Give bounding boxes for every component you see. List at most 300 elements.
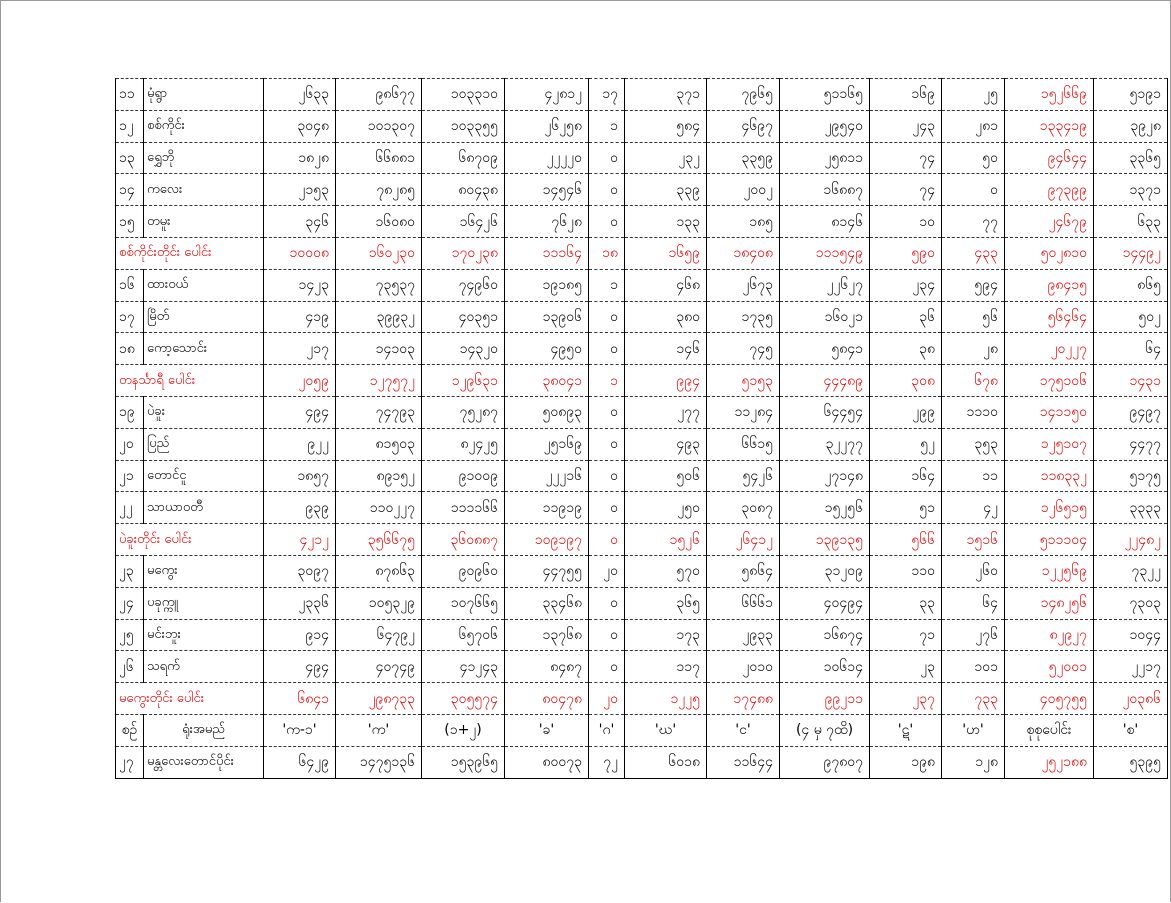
value-cell: ၃၁၂၀၉: [780, 555, 870, 587]
value-cell: ၁၁၉၁၉: [505, 492, 589, 524]
value-cell: ၃၀၈၇: [707, 492, 780, 524]
row-number: ၁၄: [116, 174, 144, 206]
table-row: [116, 651, 1168, 683]
value-cell: ၁၈၄၀၈: [707, 237, 780, 269]
value-cell: ၃၃၄၆၈: [505, 587, 589, 619]
value-cell: ၉၂၂: [264, 428, 336, 460]
value-cell: ၂၉၈၇၃၃: [336, 683, 422, 715]
value-cell: ၂၃၇: [870, 683, 942, 715]
subtotal-label: ပဲခူးတိုင်း ပေါင်း: [116, 524, 264, 556]
value-cell: ၄၀၅၇၅၅: [1005, 683, 1094, 715]
value-cell: ၅၀၂၈၁၀: [1005, 237, 1094, 269]
value-cell: ၁၆၅၉: [625, 237, 707, 269]
value-cell: ၅၀၂: [1094, 301, 1168, 333]
value-cell: ၇၃၀၃: [1094, 587, 1168, 619]
office-name: ပြည်: [144, 428, 264, 460]
value-cell: ၁၄၃၁: [1094, 365, 1168, 397]
value-cell: ၁၇၃၅: [707, 301, 780, 333]
value-cell: ၁၅၂၆၆၉: [1005, 79, 1094, 111]
row-number: ၁၇: [116, 301, 144, 333]
value-cell: ၂၉၉: [870, 396, 942, 428]
value-cell: ၅၁၁၆၅: [780, 79, 870, 111]
value-cell: ၁၇: [589, 79, 625, 111]
value-cell: ၀: [589, 206, 625, 238]
value-cell: ၁၅၂၅၆: [780, 492, 870, 524]
value-cell: ၃၄၆: [264, 206, 336, 238]
value-cell: ၅၃၉၅: [1094, 746, 1168, 778]
subtotal-row: [116, 524, 1168, 556]
subtotal-row: [116, 683, 1168, 715]
value-cell: ၁၁၂၈၄: [707, 396, 780, 428]
value-cell: ၁၀၉၁၉၇: [505, 524, 589, 556]
header-cell: 'ဃ': [625, 714, 707, 746]
table-row: [116, 428, 1168, 460]
value-cell: ၆၇၈: [942, 365, 1005, 397]
value-cell: ၂၆၂၅၈: [505, 110, 589, 142]
value-cell: ၂၃၄: [870, 269, 942, 301]
value-cell: ၁၉၈: [870, 746, 942, 778]
value-cell: ၄၂၁၂: [264, 524, 336, 556]
value-cell: ၅၆: [942, 301, 1005, 333]
value-cell: ၂၉၃၃: [707, 619, 780, 651]
value-cell: ၉၇၈၀၇: [780, 746, 870, 778]
value-cell: ၂၀: [589, 555, 625, 587]
office-name: ရွှေဘို: [144, 142, 264, 174]
value-cell: ၁၃၃: [625, 206, 707, 238]
value-cell: ၀: [589, 174, 625, 206]
row-number: ၂၄: [116, 587, 144, 619]
office-name: စစ်ကိုင်း: [144, 110, 264, 142]
value-cell: ၀: [589, 524, 625, 556]
value-cell: ၇၄၉၆၀: [422, 269, 505, 301]
value-cell: ၂၂၄၈၂: [1094, 524, 1168, 556]
value-cell: ၃၅၆၆၇၅: [336, 524, 422, 556]
value-cell: ၁၄၆: [625, 333, 707, 365]
value-cell: ၁၂၈: [942, 746, 1005, 778]
value-cell: ၀: [589, 460, 625, 492]
value-cell: ၁၀၆၁၄: [780, 651, 870, 683]
value-cell: ၂၂၂၁၆: [505, 460, 589, 492]
table-row: [116, 746, 1168, 778]
value-cell: ၄၄၇၇: [1094, 428, 1168, 460]
value-cell: ၂၅၀: [625, 492, 707, 524]
value-cell: ၁၁၁၀: [942, 396, 1005, 428]
row-number: ၁၆: [116, 269, 144, 301]
value-cell: ၆၆၆၁: [707, 587, 780, 619]
value-cell: ၅၁၉၁: [1094, 79, 1168, 111]
table-row: [116, 333, 1168, 365]
value-cell: ၂၇၇: [625, 396, 707, 428]
value-cell: ၇၂: [589, 746, 625, 778]
value-cell: ၈၀၄၇၈: [505, 683, 589, 715]
header-cell: 'စ': [1094, 714, 1168, 746]
value-cell: ၂၃၂: [625, 142, 707, 174]
table-row: [116, 555, 1168, 587]
value-cell: ၁၅၂၆: [625, 524, 707, 556]
value-cell: ၉၄၆၄၄: [1005, 142, 1094, 174]
value-cell: ၃၃၃၃: [1094, 492, 1168, 524]
value-cell: ၉၇၃၉၉: [1005, 174, 1094, 206]
value-cell: ၁၀၀၀၈: [264, 237, 336, 269]
value-cell: ၁၂၂၅: [625, 683, 707, 715]
value-cell: ၃၉၂၈: [1094, 110, 1168, 142]
value-cell: ၄၉၅၀: [505, 333, 589, 365]
value-cell: ၂၀၂၂၇: [1005, 333, 1094, 365]
value-cell: ၁၀၃၃၅၅: [422, 110, 505, 142]
value-cell: ၁၁၇: [625, 651, 707, 683]
value-cell: ၅၂၀၀၁: [1005, 651, 1094, 683]
header-cell-no: စဉ်: [116, 714, 144, 746]
office-name: မုံရွာ: [144, 79, 264, 111]
row-number: ၂၁: [116, 460, 144, 492]
value-cell: ၁၁: [942, 460, 1005, 492]
value-cell: ၄၁၂၄၃: [422, 651, 505, 683]
value-cell: ၁၄၈၂၅၆: [1005, 587, 1094, 619]
value-cell: ၅၁၁၁၀၄: [1005, 524, 1094, 556]
value-cell: ၁၈၅: [707, 206, 780, 238]
value-cell: ၀: [589, 142, 625, 174]
subtotal-label: မကွေးတိုင်း ပေါင်း: [116, 683, 264, 715]
value-cell: ၁: [589, 269, 625, 301]
value-cell: ၃၂၂၇၇: [780, 428, 870, 460]
value-cell: ၄၃၃: [942, 237, 1005, 269]
value-cell: ၆၈၄၁: [264, 683, 336, 715]
row-number: ၁၁: [116, 79, 144, 111]
table-row: [116, 142, 1168, 174]
value-cell: ၃၆၅: [625, 587, 707, 619]
row-number: ၁၉: [116, 396, 144, 428]
value-cell: ၇၄: [870, 174, 942, 206]
value-cell: ၀: [589, 492, 625, 524]
value-cell: ၂၅၁၆၉: [505, 428, 589, 460]
value-cell: ၁၆၈၈၇: [780, 174, 870, 206]
value-cell: ၄၄၄၈၉: [780, 365, 870, 397]
value-cell: ၅၂: [870, 428, 942, 460]
value-cell: ၇၄: [870, 142, 942, 174]
value-cell: ၇၆၂၈: [505, 206, 589, 238]
value-cell: ၈၂၉၂၇: [1005, 619, 1094, 651]
value-cell: ၅၁: [870, 492, 942, 524]
value-cell: ၄၂၈၁၂: [505, 79, 589, 111]
value-cell: ၁၄၁၁၅၀: [1005, 396, 1094, 428]
value-cell: ၂၅: [942, 79, 1005, 111]
value-cell: ၁၆၈၇၄: [780, 619, 870, 651]
value-cell: ၅၀: [942, 142, 1005, 174]
value-cell: ၇၇: [942, 206, 1005, 238]
header-cell: 'ဂ': [589, 714, 625, 746]
value-cell: ၄၆၉၇: [707, 110, 780, 142]
value-cell: ၂၄၆၇၉: [1005, 206, 1094, 238]
value-cell: ၂၃: [870, 651, 942, 683]
value-cell: ၄၉၃: [625, 428, 707, 460]
value-cell: ၁၁၀၂၂၇: [336, 492, 422, 524]
value-cell: ၄၂: [942, 492, 1005, 524]
value-cell: ၈၇၈၆၃: [336, 555, 422, 587]
office-name: တမူး: [144, 206, 264, 238]
value-cell: ၁၅၃၉၆၅: [422, 746, 505, 778]
office-name: ကလေး: [144, 174, 264, 206]
value-cell: ၇၁: [870, 619, 942, 651]
value-cell: ၆၆၁၅: [707, 428, 780, 460]
value-cell: ၆၆၈၈၁: [336, 142, 422, 174]
data-table: [115, 78, 1168, 779]
value-cell: ၀: [589, 428, 625, 460]
value-cell: ၃၈၀၄၁: [505, 365, 589, 397]
subtotal-label: စစ်ကိုင်းတိုင်း ပေါင်း: [116, 237, 264, 269]
value-cell: ၁၃၇၆၈: [505, 619, 589, 651]
value-cell: ၈၉၁၅၂: [336, 460, 422, 492]
value-cell: ၃၃၆၅: [1094, 142, 1168, 174]
value-cell: ၁၂၉၆၃၁: [422, 365, 505, 397]
value-cell: ၁၆၀၂၃၀: [336, 237, 422, 269]
value-cell: ၃၀၅၅၇၄: [422, 683, 505, 715]
value-cell: ၁၀၅၃၂၉: [336, 587, 422, 619]
value-cell: ၁၆၄၂၆: [422, 206, 505, 238]
row-number: ၁၂: [116, 110, 144, 142]
table-row: [116, 619, 1168, 651]
office-name: ကော့သောင်း: [144, 333, 264, 365]
value-cell: ၈၀၀၇၃: [505, 746, 589, 778]
value-cell: ၇၃၅၃၇: [336, 269, 422, 301]
value-cell: ၁၄၁၀၃: [336, 333, 422, 365]
value-cell: ၁၂၇၅၇၂: [336, 365, 422, 397]
office-name: သရက်: [144, 651, 264, 683]
value-cell: ၂၀၀၂: [707, 174, 780, 206]
office-name: ပခုက္ကူ: [144, 587, 264, 619]
value-cell: ၉၉၂၁၁: [780, 683, 870, 715]
value-cell: ၅၈၆၄: [707, 555, 780, 587]
value-cell: ၅၈၄၁: [780, 333, 870, 365]
value-cell: ၀: [589, 619, 625, 651]
value-cell: ၀: [942, 174, 1005, 206]
value-cell: ၁၂၆၅၁၅: [1005, 492, 1094, 524]
value-cell: ၂၆၇၃: [707, 269, 780, 301]
value-cell: ၂၇၁၄၈: [780, 460, 870, 492]
value-cell: ၂၈၁: [942, 110, 1005, 142]
value-cell: ၁၁၈၃၃၂: [1005, 460, 1094, 492]
subtotal-row: [116, 365, 1168, 397]
value-cell: ၁၇၀၂၃၈: [422, 237, 505, 269]
value-cell: ၁၇၅၁၀၆: [1005, 365, 1094, 397]
table-row: [116, 206, 1168, 238]
value-cell: ၂၁၇: [264, 333, 336, 365]
value-cell: ၀: [589, 587, 625, 619]
header-cell: စုစုပေါင်း: [1005, 714, 1094, 746]
value-cell: ၂၉၅၄၀: [780, 110, 870, 142]
value-cell: ၇၈၂၈၅: [336, 174, 422, 206]
value-cell: ၁၂၅၁၀၇: [1005, 428, 1094, 460]
value-cell: ၅၁၇၅: [1094, 460, 1168, 492]
table-row: [116, 396, 1168, 428]
value-cell: ၅၈၄: [625, 110, 707, 142]
office-name: မင်းဘူး: [144, 619, 264, 651]
value-cell: ၁၅၁၆: [942, 524, 1005, 556]
table-body: [116, 79, 1168, 779]
value-cell: ၃၅၃: [942, 428, 1005, 460]
value-cell: ၄၀၇၄၉: [336, 651, 422, 683]
header-cell: 'ခ': [505, 714, 589, 746]
value-cell: ၁၀၄၄: [1094, 619, 1168, 651]
value-cell: ၁၃၇၁: [1094, 174, 1168, 206]
value-cell: ၁၄၄၉၂: [1094, 237, 1168, 269]
value-cell: ၂၀၃၈၆: [1094, 683, 1168, 715]
value-cell: ၂၈: [942, 333, 1005, 365]
value-cell: ၇၅၂၈၇: [422, 396, 505, 428]
value-cell: ၄၆၈: [625, 269, 707, 301]
value-cell: ၁၈၅၇: [264, 460, 336, 492]
value-cell: ၂၃၃၆: [264, 587, 336, 619]
value-cell: ၁၁၁၅၄၉: [780, 237, 870, 269]
value-cell: ၇၉၆၅: [707, 79, 780, 111]
value-cell: ၅၀၆: [625, 460, 707, 492]
value-cell: ၁၆၀၂၁: [780, 301, 870, 333]
row-number: ၂၅: [116, 619, 144, 651]
value-cell: ၂၆၀: [942, 555, 1005, 587]
header-cell: 'ဟ': [942, 714, 1005, 746]
header-cell: (၁+၂): [422, 714, 505, 746]
value-cell: ၄၁၉: [264, 301, 336, 333]
value-cell: ၅၇၀: [625, 555, 707, 587]
value-cell: ၁၇၃: [625, 619, 707, 651]
value-cell: ၁၀၃၃၁၀: [422, 79, 505, 111]
value-cell: ၁၂၂၅၆၉: [1005, 555, 1094, 587]
value-cell: ၁၀၇၆၆၅: [422, 587, 505, 619]
value-cell: ၆၄: [1094, 333, 1168, 365]
value-cell: ၁၀၁: [942, 651, 1005, 683]
value-cell: ၃၇၁: [625, 79, 707, 111]
row-number: ၂၃: [116, 555, 144, 587]
row-number: ၁၃: [116, 142, 144, 174]
value-cell: ၁၈: [589, 237, 625, 269]
value-cell: ၃၀၉၇: [264, 555, 336, 587]
value-cell: ၅၉၀: [870, 237, 942, 269]
value-cell: ၆၀၁၈: [625, 746, 707, 778]
value-cell: ၃၈၀: [625, 301, 707, 333]
value-cell: ၆၄၇၉၂: [336, 619, 422, 651]
value-cell: ၁၆၄: [870, 460, 942, 492]
value-cell: ၆၃၃: [1094, 206, 1168, 238]
table-row: [116, 492, 1168, 524]
header-cell: 'က': [336, 714, 422, 746]
value-cell: ၁၁၀: [870, 555, 942, 587]
value-cell: ၆၈၇၀၉: [422, 142, 505, 174]
value-cell: ၃၃၅၉: [707, 142, 780, 174]
row-number: ၁၈: [116, 333, 144, 365]
value-cell: ၁၀: [870, 206, 942, 238]
office-name: ပဲခူး: [144, 396, 264, 428]
value-cell: ၂၂၆၂၇: [780, 269, 870, 301]
value-cell: ၂၆၄၁၂: [707, 524, 780, 556]
value-cell: ၀: [589, 396, 625, 428]
office-name: မြိတ်: [144, 301, 264, 333]
value-cell: ၂၀၅၉: [264, 365, 336, 397]
subtotal-label: တနင်္သာရီ ပေါင်း: [116, 365, 264, 397]
office-name: တောင်ငူ: [144, 460, 264, 492]
office-name: မကွေး: [144, 555, 264, 587]
value-cell: ၁၉၁၈၅: [505, 269, 589, 301]
value-cell: ၃၀၄၈: [264, 110, 336, 142]
value-cell: ၂၀: [589, 683, 625, 715]
office-name: ထားဝယ်: [144, 269, 264, 301]
value-cell: ၂၅၈၁၁: [780, 142, 870, 174]
value-cell: ၁၆၀၈၀: [336, 206, 422, 238]
value-cell: ၉၄၉၇: [1094, 396, 1168, 428]
value-cell: ၅၁၅၃: [707, 365, 780, 397]
value-cell: ၈၄၈၇: [505, 651, 589, 683]
header-row: [116, 714, 1168, 746]
value-cell: ၂၅၂၁၈၈: [1005, 746, 1094, 778]
header-cell-name: ရုံးအမည်: [144, 714, 264, 746]
value-cell: ၉၁၄: [264, 619, 336, 651]
table-row: [116, 269, 1168, 301]
value-cell: ၃၃၉: [625, 174, 707, 206]
value-cell: ၉၈၆၇၇: [336, 79, 422, 111]
value-cell: ၃၉၉၃၂: [336, 301, 422, 333]
table-row: [116, 110, 1168, 142]
value-cell: ၄၉၄: [264, 651, 336, 683]
value-cell: ၉၁၀၀၉: [422, 460, 505, 492]
row-number: ၂၆: [116, 651, 144, 683]
value-cell: ၃၆၀၈၈၇: [422, 524, 505, 556]
row-number: ၂၂: [116, 492, 144, 524]
value-cell: ၂၂၁၇: [1094, 651, 1168, 683]
value-cell: ၂၆၃၃: [264, 79, 336, 111]
value-cell: ၂၄၃: [870, 110, 942, 142]
value-cell: ၅၉၄: [942, 269, 1005, 301]
table-row: [116, 301, 1168, 333]
value-cell: ၆၄၂၉: [264, 746, 336, 778]
value-cell: ၁၄၅၄၆: [505, 174, 589, 206]
value-cell: ၁၈၂၈: [264, 142, 336, 174]
value-cell: ၁၆၉: [870, 79, 942, 111]
header-cell: 'င': [707, 714, 780, 746]
value-cell: ၉၀၉၆၀: [422, 555, 505, 587]
header-cell: 'ဋ': [870, 714, 942, 746]
value-cell: ၁၁၆၄၄: [707, 746, 780, 778]
table-row: [116, 587, 1168, 619]
value-cell: ၃၆: [870, 301, 942, 333]
value-cell: ၈၁၄၆: [780, 206, 870, 238]
value-cell: ၁: [589, 110, 625, 142]
value-cell: ၂၂၂၂၀: [505, 142, 589, 174]
value-cell: ၃၈: [870, 333, 942, 365]
value-cell: ၁၁၁၆၄: [505, 237, 589, 269]
value-cell: ၁၃၉၀၆: [505, 301, 589, 333]
value-cell: ၅၄၂၆: [707, 460, 780, 492]
value-cell: ၅၆၄၆၄: [1005, 301, 1094, 333]
value-cell: ၀: [589, 301, 625, 333]
row-number: ၂၇: [116, 746, 144, 778]
value-cell: ၁၃၃၄၁၉: [1005, 110, 1094, 142]
table-row: [116, 79, 1168, 111]
value-cell: ၁၄၃၂၀: [422, 333, 505, 365]
value-cell: ၆၄: [942, 587, 1005, 619]
value-cell: ၉၉၄: [625, 365, 707, 397]
value-cell: ၂၇၆: [942, 619, 1005, 651]
value-cell: ၈၆၅: [1094, 269, 1168, 301]
header-cell: (၄ မှ ၇ထိ): [780, 714, 870, 746]
table-row: [116, 460, 1168, 492]
value-cell: ၁၇၄၈၈: [707, 683, 780, 715]
value-cell: ၄၉၄: [264, 396, 336, 428]
value-cell: ၀: [589, 333, 625, 365]
value-cell: ၉၈၄၁၅: [1005, 269, 1094, 301]
value-cell: ၅၆၆: [870, 524, 942, 556]
row-number: ၁၅: [116, 206, 144, 238]
value-cell: ၁၀၁၃၀၇: [336, 110, 422, 142]
value-cell: ၆၄၄၅၄: [780, 396, 870, 428]
value-cell: ၇၃၂၂: [1094, 555, 1168, 587]
